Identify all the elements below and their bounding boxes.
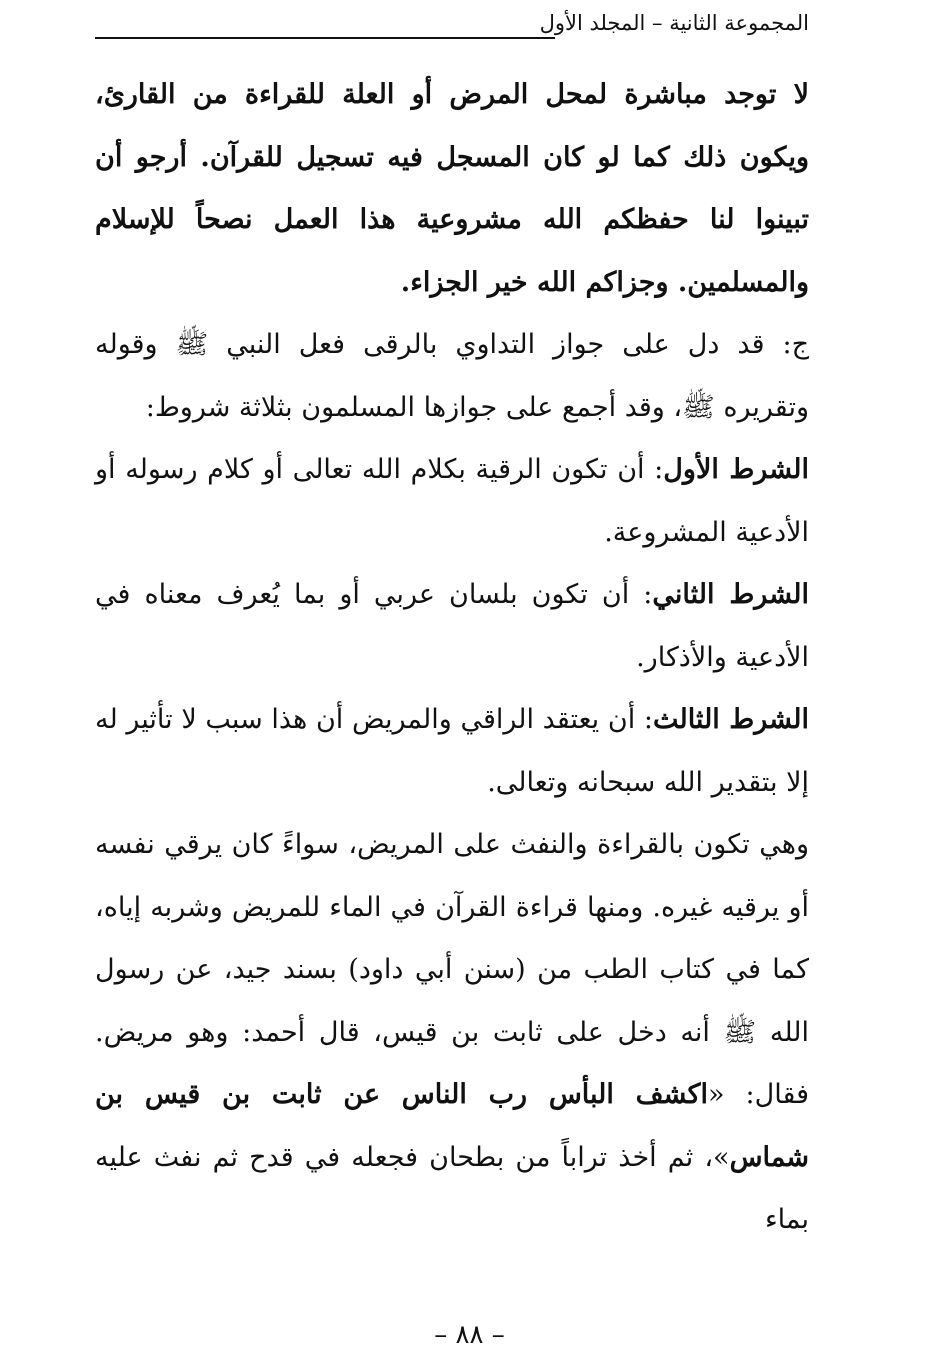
final-text-1: وهي تكون بالقراءة والنفث على المريض، سواءً كان يرقي نفسه أو يرقيه غيره. ومنها قراءة القرآن في الماء للمريض وشربه إياه، كما في كتاب الطب من (سنن أبي داود) بسند جيد، عن رسول الله ﷺ أنه دخل على ثابت بن قيس، قال أحمد: وهو مريض. فقال: « xyxy=(95,829,810,1110)
final-paragraph xyxy=(95,814,809,1252)
header-rule xyxy=(95,37,555,39)
page-number: – ٨٨ – xyxy=(434,1320,505,1350)
question-paragraph: لا توجد مباشرة لمحل المرض أو العلة للقراءة من القارئ، ويكون ذلك كما لو كان المسجل فيه تسجيل للقرآن. أرجو أن تبينوا لنا حفظكم الله مشروعية هذا العمل نصحاً للإسلام والمسلمين. وجزاكم الله خير الجزاء. xyxy=(95,79,809,298)
condition-2-text: : أن تكون بلسان عربي أو بما يُعرف معناه في الأدعية والأذكار. xyxy=(95,579,809,673)
condition-3-label: الشرط الثالث xyxy=(652,704,809,735)
hadith-quote: اكشف البأس رب الناس عن ثابت بن قيس بن شماس xyxy=(95,1079,809,1173)
condition-2-paragraph xyxy=(95,564,809,689)
condition-2-label: الشرط الثاني xyxy=(652,579,810,610)
condition-3-paragraph xyxy=(95,689,809,814)
answer-intro-paragraph: ج: قد دل على جواز التداوي بالرقى فعل النبي ﷺ وقوله وتقريره ﷺ، وقد أجمع على جوازها المسلمون بثلاثة شروط: xyxy=(95,329,809,423)
condition-1-paragraph xyxy=(95,439,809,564)
condition-1-label: الشرط الأول xyxy=(663,454,810,485)
condition-3-text: : أن يعتقد الراقي والمريض أن هذا سبب لا تأثير له إلا بتقدير الله سبحانه وتعالى. xyxy=(95,704,809,798)
running-header: المجموعة الثانية – المجلد الأول xyxy=(539,11,809,35)
main-text xyxy=(95,64,809,1252)
condition-1-text: : أن تكون الرقية بكلام الله تعالى أو كلام رسوله أو الأدعية المشروعة. xyxy=(95,454,809,548)
final-text-2: »، ثم أخذ تراباً من بطحان فجعله في قدح ثم نفث عليه بماء xyxy=(95,1141,809,1235)
